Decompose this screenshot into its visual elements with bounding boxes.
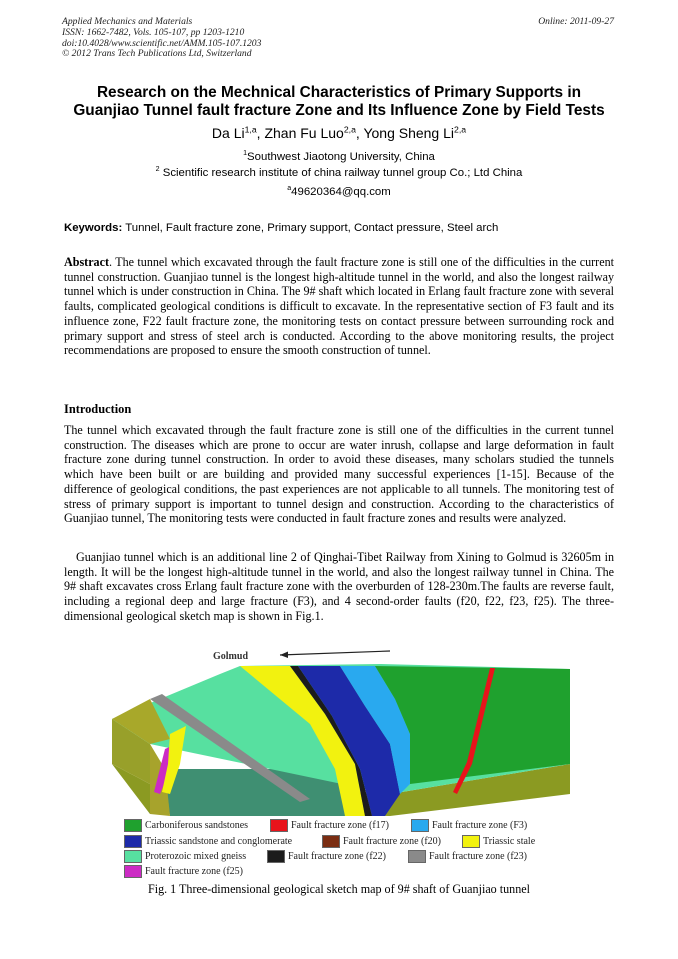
legend-label: Proterozoic mixed gneiss	[145, 851, 247, 862]
author-name: Yong Sheng Li	[363, 125, 455, 141]
author-superscript: 2,a	[454, 124, 467, 135]
legend-label: Carboniferous sandstones	[145, 820, 249, 831]
legend-label: Fault fracture zone (F3)	[432, 820, 528, 831]
legend-label: Fault fracture zone (f22)	[288, 851, 387, 862]
author-superscript: 2,a	[343, 124, 356, 135]
legend-label: Fault fracture zone (f25)	[145, 866, 244, 877]
author-superscript: 1,a	[244, 124, 257, 135]
intro-paragraph-1: The tunnel which excavated through the fault fracture zone is still one of the difficulties in the current tunnel construction. The diseases which are prone to occur are water inrush, collapse and large deformation in fault fracture zone during tunnel construction. In order to avoid these diseases, many scholars studied the tunnels which have been built or are building and provided many successful experiences [1-15]. Because of the difference of geological conditions, the past experiences are not applicable to all tunnels. The monitoring test of stress of primary support is important to tunnel design and construction. According to the characteristics of Guanjiao tunnel, The monitoring tests were conducted in fault fracture zones and results were analyzed.	[64, 423, 614, 526]
legend-item	[124, 819, 248, 832]
affiliation-1	[40, 150, 638, 164]
journal-header	[62, 17, 261, 60]
legend-swatch	[408, 850, 426, 863]
abstract-label: Abstract	[64, 255, 110, 269]
legend-swatch	[322, 835, 340, 848]
legend-item	[408, 850, 527, 863]
affiliation-superscript: 2	[155, 166, 160, 174]
keywords-text: Tunnel, Fault fracture zone, Primary support, Contact pressure, Steel arch	[122, 222, 499, 234]
keywords	[64, 221, 614, 235]
legend-swatch	[267, 850, 285, 863]
email-superscript: a	[287, 185, 292, 193]
legend-item	[322, 835, 441, 848]
legend-item	[124, 835, 292, 848]
golmud-label: Golmud	[213, 651, 249, 662]
affiliation-2	[40, 166, 638, 180]
author-separator: ,	[355, 125, 364, 141]
direction-arrow	[280, 651, 390, 655]
legend-swatch	[124, 850, 142, 863]
abstract-text: . The tunnel which excavated through the fault fracture zone is still one of the difficulties in the current tunnel construction. Guanjiao tunnel is the longest high-altitude tunnel in the world, and also the longest railway tunnel which is under construction in China. The 9# shaft which located in Erlang fault fracture zone with several faults, complicated geological conditions is difficult to excavate. In the representative section of F3 fault and its influence zone, F22 fault fracture zone, the monitoring tests on contact pressure between surrounding rock and primary support and stress of steel arch is conducted. According to the above monitoring results, the project recommendations are proposed to ensure the smooth construction of tunnel.	[64, 255, 614, 358]
affiliation-superscript: 1	[243, 150, 248, 158]
section-heading-introduction: Introduction	[64, 402, 132, 416]
legend-label: Triassic stale	[483, 836, 536, 847]
intro-paragraph-2: Guanjiao tunnel which is an additional line 2 of Qinghai-Tibet Railway from Xining to Golmud is 32605m in length. It will be the longest high-altitude tunnel in the world, and also the longest railway tunnel in China. The 9# shaft excavates cross Erlang fault fracture zone with the overburden of 128-230m.The faults are reverse fault, including a regional deep and large fracture (F3), and 4 second-order faults (f20, f22, f23, f25). The three-dimensional geological sketch map is shown in Fig.1.	[64, 550, 614, 623]
online-date: Online: 2011-09-27	[538, 16, 614, 27]
keywords-label: Keywords:	[64, 222, 123, 234]
legend-label: Fault fracture zone (f23)	[429, 851, 528, 862]
author-list	[40, 124, 638, 142]
author-name: Zhan Fu Luo	[264, 125, 344, 141]
legend-swatch	[411, 819, 429, 832]
legend-item	[270, 819, 389, 832]
legend-item	[462, 835, 535, 848]
journal-name: Applied Mechanics and Materials	[62, 16, 193, 27]
affiliation-text: Scientific research institute of china railway tunnel group Co.; Ltd China	[159, 167, 523, 179]
doi-line: doi:10.4028/www.scientific.net/AMM.105-107.1203	[62, 37, 262, 49]
issn-line: ISSN: 1662-7482, Vols. 105-107, pp 1203-1210	[62, 26, 245, 38]
figure-caption: Fig. 1 Three-dimensional geological sketch map of 9# shaft of Guanjiao tunnel	[148, 882, 530, 896]
legend-label: Fault fracture zone (f17)	[291, 820, 390, 831]
legend-swatch	[462, 835, 480, 848]
title-line-2: Guanjiao Tunnel fault fracture Zone and Its Influence Zone by Field Tests	[73, 102, 605, 119]
legend-item	[411, 819, 527, 832]
legend-label: Fault fracture zone (f20)	[343, 836, 442, 847]
legend-item	[267, 850, 386, 863]
title-line-1: Research on the Mechnical Characteristics of Primary Supports in	[96, 84, 582, 101]
email-line	[40, 185, 638, 199]
legend-swatch	[124, 865, 142, 878]
legend-swatch	[124, 819, 142, 832]
legend-swatch	[270, 819, 288, 832]
author-separator: ,	[256, 125, 265, 141]
author-name: Da Li	[211, 125, 245, 141]
copyright-line: © 2012 Trans Tech Publications Ltd, Switzerland	[62, 48, 252, 60]
paper-title	[40, 84, 638, 120]
legend-swatch	[124, 835, 142, 848]
arrow-head-icon	[280, 652, 288, 659]
affiliation-text: Southwest Jiaotong University, China	[247, 151, 435, 163]
legend-item	[124, 865, 243, 878]
email-address: 49620364@qq.com	[291, 186, 391, 198]
abstract	[64, 255, 614, 358]
legend-item	[124, 850, 246, 863]
legend-label: Triassic sandstone and conglomerate	[145, 836, 293, 847]
